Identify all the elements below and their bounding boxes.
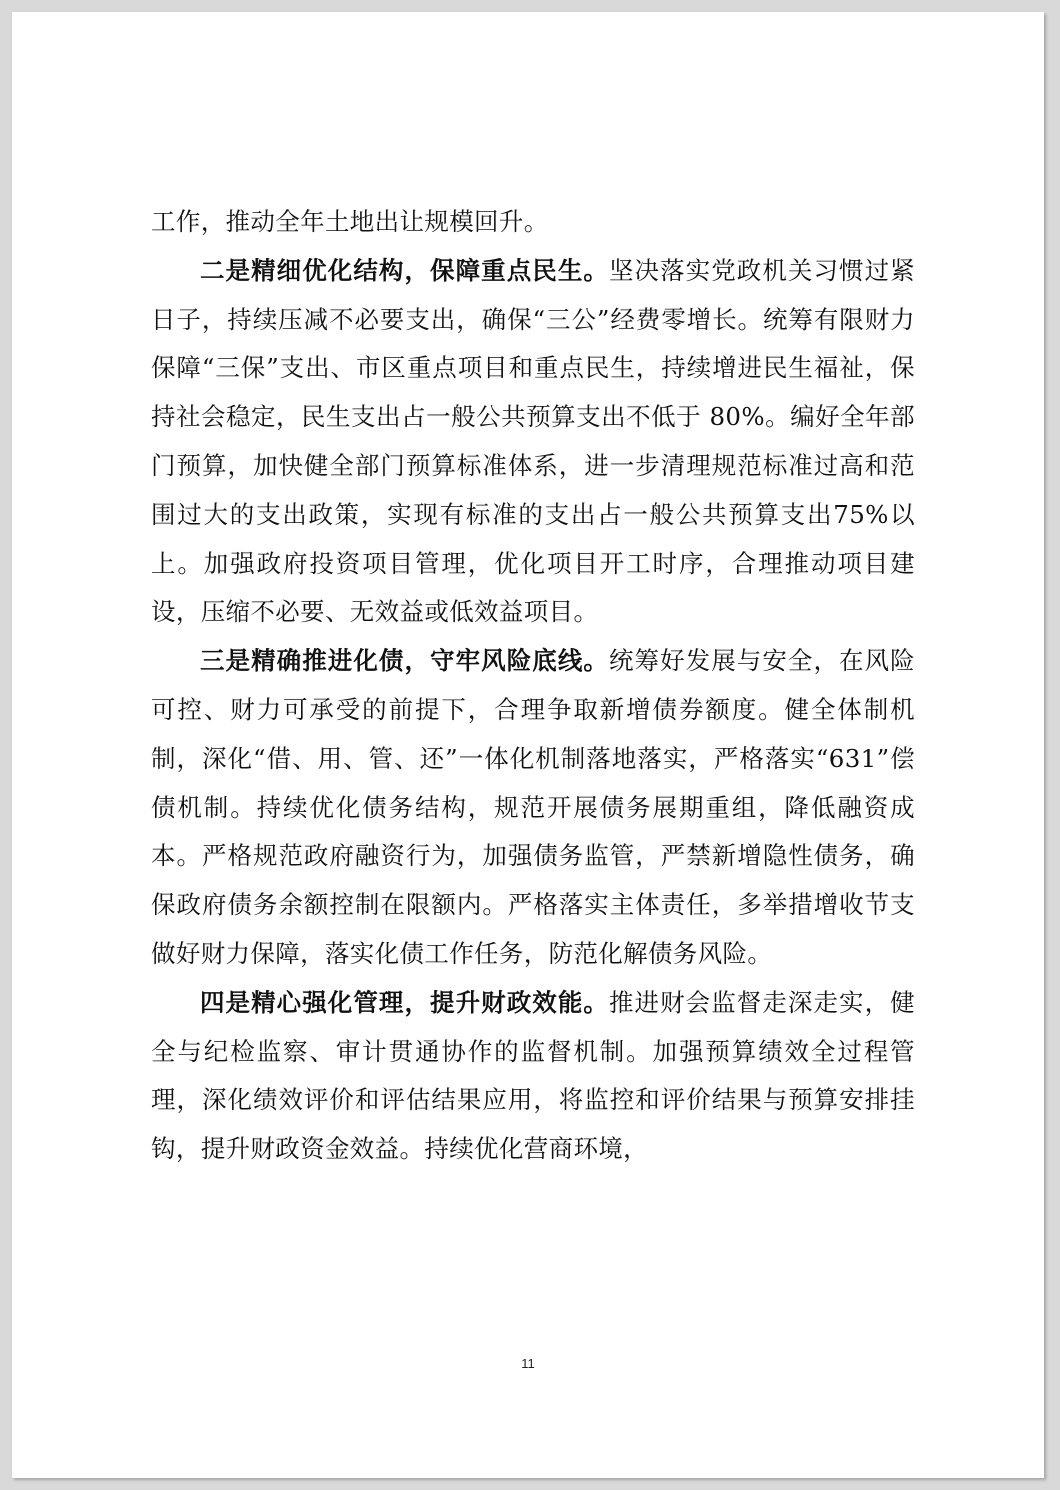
paragraph-3 [151, 637, 915, 979]
paragraph-2-heading: 二是精细优化结构，保障重点民生。 [200, 255, 609, 285]
document-page [12, 12, 1044, 1478]
page-number: 11 [521, 1356, 535, 1371]
paragraph-4-heading: 四是精心强化管理，提升财政效能。 [200, 987, 609, 1017]
paragraph-1 [151, 198, 915, 247]
paragraph-4-text: 推进财会监督走深走实，健全与纪检监察、审计贯通协作的监督机制。加强预算绩效全过程管理，深化绩效评价和评估结果应用，将监控和评价结果与预算安排挂钩，提升财政资金效益。持续优化营商环境， [151, 987, 915, 1164]
paragraph-4 [151, 979, 915, 1174]
paragraph-3-text: 统筹好发展与安全，在风险可控、财力可承受的前提下，合理争取新增债券额度。健全体制机制，深化“借、用、管、还”一体化机制落地落实，严格落实“631”偿债机制。持续优化债务结构，规范开展债务展期重组，降低融资成本。严格规范政府融资行为，加强债务监管，严禁新增隐性债务，确保政府债务余额控制在限额内。严格落实主体责任，多举措增收节支做好财力保障，落实化债工作任务，防范化解债务风险。 [151, 646, 915, 968]
paragraph-2 [151, 247, 915, 637]
body-text [151, 198, 915, 1174]
paragraph-2-text: 坚决落实党政机关习惯过紧日子，持续压减不必要支出，确保“三公”经费零增长。统筹有限财力保障“三保”支出、市区重点项目和重点民生，持续增进民生福祉，保持社会稳定，民生支出占一般公共预算支出不低于 80%。编好全年部门预算，加快健全部门预算标准体系，进一步清理规范标准过高和范围过大的支出政策，实现有标准的支出占一般公共预算支出75%以上。加强政府投资项目管理，优化项目开工时序，合理推动项目建设，压缩不必要、无效益或低效益项目。 [151, 255, 915, 627]
paragraph-3-heading: 三是精确推进化债，守牢风险底线。 [200, 646, 609, 676]
paragraph-1-text: 工作，推动全年土地出让规模回升。 [151, 207, 549, 236]
